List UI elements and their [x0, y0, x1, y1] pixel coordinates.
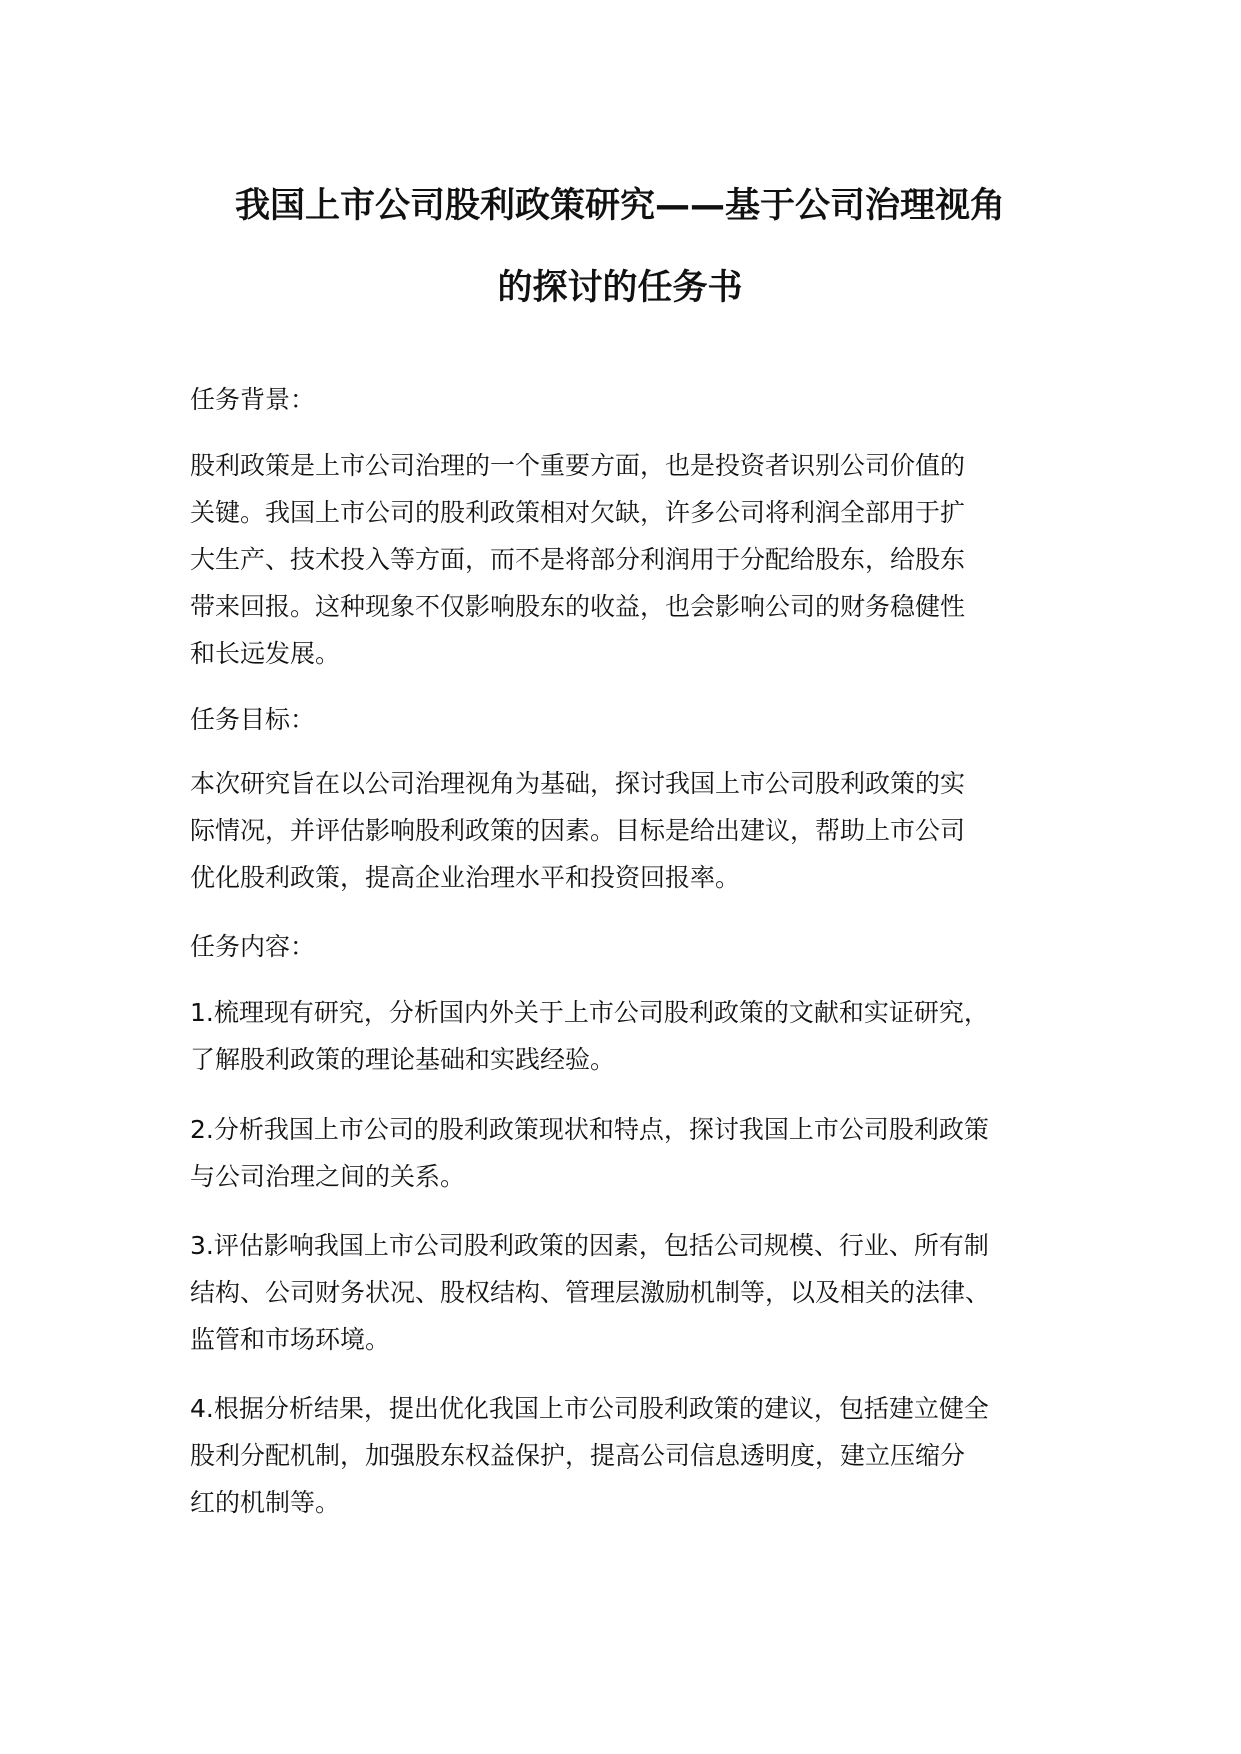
paragraph-line: 和长远发展。: [190, 639, 341, 668]
document-title-line-1: 我国上市公司股利政策研究——基于公司治理视角: [234, 186, 1005, 226]
paragraph-line: 1.梳理现有研究，分析国内外关于上市公司股利政策的文献和实证研究，: [190, 998, 989, 1027]
paragraph-line: 红的机制等。: [190, 1488, 341, 1517]
paragraph-line: 际情况，并评估影响股利政策的因素。目标是给出建议，帮助上市公司: [190, 816, 966, 845]
goal-heading: 任务目标：: [190, 705, 316, 734]
paragraph-line: 带来回报。这种现象不仅影响股东的收益，也会影响公司的财务稳健性: [190, 592, 966, 621]
paragraph-line: 了解股利政策的理论基础和实践经验。: [190, 1045, 616, 1074]
paragraph-line: 结构、公司财务状况、股权结构、管理层激励机制等，以及相关的法律、: [190, 1278, 991, 1307]
paragraph-line: 2.分析我国上市公司的股利政策现状和特点，探讨我国上市公司股利政策: [190, 1115, 989, 1144]
paragraph-line: 监管和市场环境。: [190, 1325, 391, 1354]
document-title-line-2: 的探讨的任务书: [497, 268, 743, 308]
paragraph-line: 本次研究旨在以公司治理视角为基础，探讨我国上市公司股利政策的实: [190, 769, 966, 798]
paragraph-line: 关键。我国上市公司的股利政策相对欠缺，许多公司将利润全部用于扩: [190, 498, 966, 527]
content-item-2: [190, 1106, 1070, 1200]
paragraph-line: 优化股利政策，提高企业治理水平和投资回报率。: [190, 863, 741, 892]
background-paragraph: [190, 442, 1070, 677]
goal-paragraph: [190, 760, 1070, 901]
paragraph-line: 大生产、技术投入等方面，而不是将部分利润用于分配给股东，给股东: [190, 545, 966, 574]
paragraph-line: 4.根据分析结果，提出优化我国上市公司股利政策的建议，包括建立健全: [190, 1394, 989, 1423]
paragraph-line: 股利政策是上市公司治理的一个重要方面，也是投资者识别公司价值的: [190, 451, 966, 480]
paragraph-line: 股利分配机制，加强股东权益保护，提高公司信息透明度，建立压缩分: [190, 1441, 966, 1470]
content-item-1: [190, 989, 1070, 1083]
content-heading: 任务内容：: [190, 932, 316, 961]
background-heading: 任务背景：: [190, 385, 316, 414]
content-item-4: [190, 1385, 1070, 1526]
content-item-3: [190, 1222, 1070, 1363]
paragraph-line: 与公司治理之间的关系。: [190, 1162, 466, 1191]
paragraph-line: 3.评估影响我国上市公司股利政策的因素，包括公司规模、行业、所有制: [190, 1231, 989, 1260]
